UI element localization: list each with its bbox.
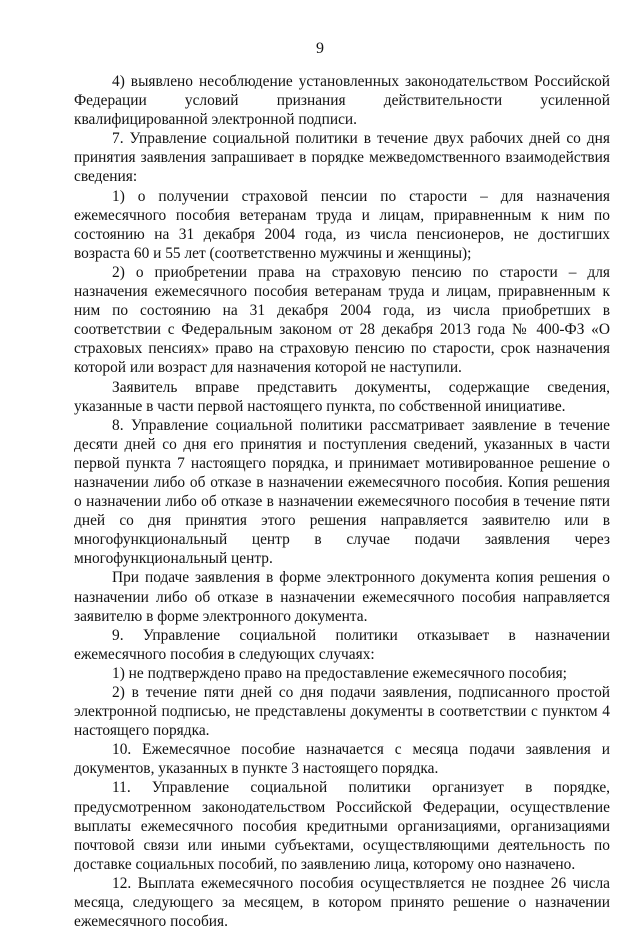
paragraph-7: 7. Управление социальной политики в течение двух рабочих дней со дня принятия заявления запрашивает в порядке межведомственного взаимодействия сведения: bbox=[74, 130, 610, 186]
paragraph-9-item-2: 2) в течение пяти дней со дня подачи заявления, подписанного простой электронной подписью, не представлены документы в соответствии с пунктом 4 настоящего порядка. bbox=[74, 684, 610, 740]
paragraph-10: 10. Ежемесячное пособие назначается с месяца подачи заявления и документов, указанных в пункте 3 настоящего порядка. bbox=[74, 741, 610, 778]
paragraph-7-item-1: 1) о получении страховой пенсии по старости – для назначения ежемесячного пособия ветеранам труда и лицам, приравненным к ним по состоянию на 31 декабря 2004 года, из числа пенсионеров, не достигших возраста 60 и 55 лет (соответственно мужчины и женщины); bbox=[74, 187, 610, 262]
paragraph-11: 11. Управление социальной политики организует в порядке, предусмотренном законодательством Российской Федерации, осуществление выплаты ежемесячного пособия кредитными организациями, организациями почтовой связи или иными субъектами, осуществляющими деятельность по доставке социальных пособий, по заявлению лица, которому оно назначено. bbox=[74, 779, 610, 873]
paragraph-8: 8. Управление социальной политики рассматривает заявление в течение десяти дней со дня его принятия и поступления сведений, указанных в части первой пункта 7 настоящего порядка, и принимает мотивированное решение о назначении либо об отказе в назначении ежемесячного пособия. Копия решения о назначении либо об отказе в назначении ежемесячного пособия в течение пяти дней со дня принятия этого решения направляется заявителю или в многофункциональный центр в случае подачи заявления через многофункциональный центр. bbox=[74, 416, 610, 568]
paragraph-12: 12. Выплата ежемесячного пособия осуществляется не позднее 26 числа месяца, следующего за месяцем, в котором принято решение о назначении ежемесячного пособия. bbox=[74, 874, 610, 931]
paragraph-7-item-2: 2) о приобретении права на страховую пенсию по старости – для назначения ежемесячного пособия ветеранам труда и лицам, приравненным к ним по состоянию на 31 декабря 2004 года, из числа приобретших в соответствии с Федеральным законом от 28 декабря 2013 года № 400-ФЗ «О страховых пенсиях» право на страховую пенсию по старости, срок назначения которой или возраст для назначения которой не наступили. bbox=[74, 263, 610, 377]
document-body bbox=[74, 72, 610, 931]
paragraph-4-item-4: 4) выявлено несоблюдение установленных законодательством Российской Федерации условий признания действительности усиленной квалифицированной электронной подписи. bbox=[74, 73, 610, 129]
paragraph-7-note: Заявитель вправе представить документы, содержащие сведения, указанные в части первой настоящего пункта, по собственной инициативе. bbox=[74, 378, 610, 415]
paragraph-8-note: При подаче заявления в форме электронного документа копия решения о назначении либо об отказе в назначении ежемесячного пособия направляется заявителю в форме электронного документа. bbox=[74, 569, 610, 625]
page-number: 9 bbox=[316, 40, 324, 57]
paragraph-9: 9. Управление социальной политики отказывает в назначении ежемесячного пособия в следующих случаях: bbox=[74, 626, 610, 663]
paragraph-9-item-1: 1) не подтверждено право на предоставление ежемесячного пособия; bbox=[112, 664, 567, 682]
